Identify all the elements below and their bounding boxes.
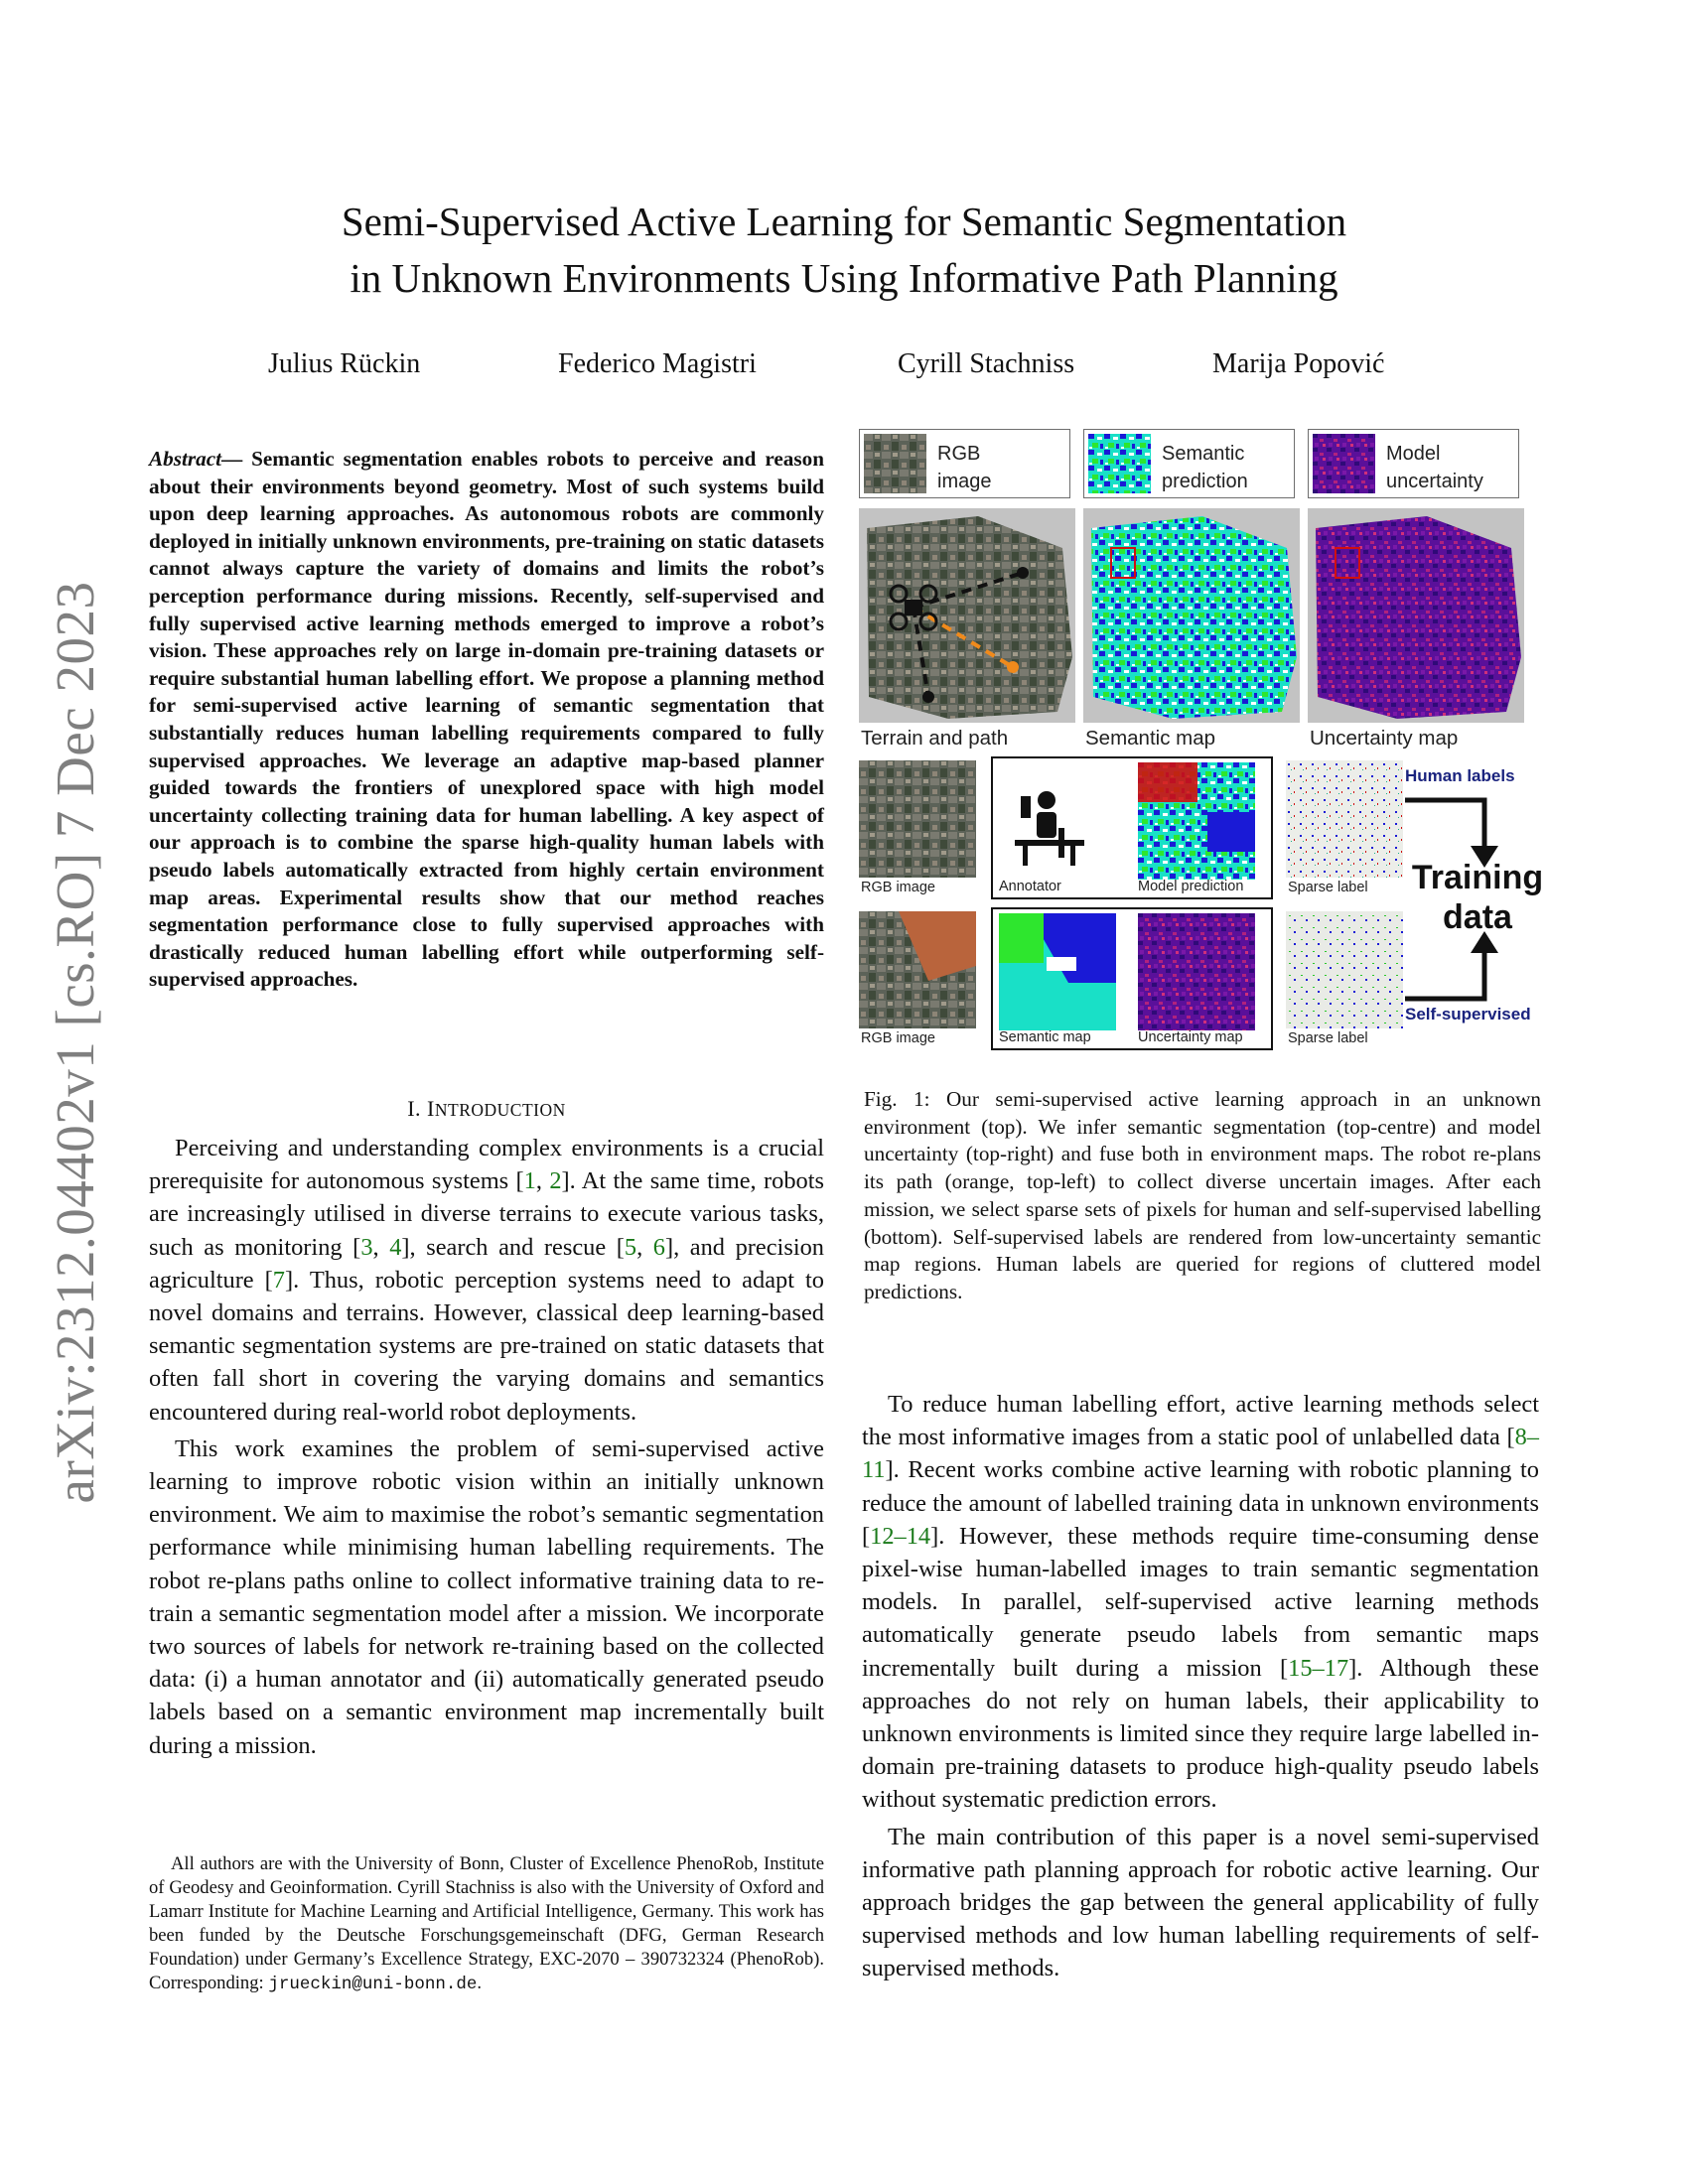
legend-rgb-line1: RGB [937,443,981,465]
label-sparse-bottom: Sparse label [1288,1030,1368,1046]
rgb-thumbnail [864,434,926,493]
text-run: To reduce human labelling effort, active learning methods select the most informative images from a static pool of unlabelled data [ [862,1391,1539,1451]
text-run: ]. However, these methods require time-consuming dense pixel-wise human-labelled images to train semantic segmentation models. In parallel, self-supervised active learning methods automatically generate pseudo labels from semantic maps incrementally built during a mission [ [862,1522,1539,1682]
training-line-2: data [1443,898,1512,936]
label-annotator: Annotator [999,879,1061,894]
arxiv-identifier: arXiv:2312.04402v1 [cs.RO] 7 Dec 2023 [45,581,105,1504]
legend-semantic [1083,429,1295,498]
footnote-text: All authors are with the University of Bonn, Cluster of Excellence PhenoRob, Institute of Geodesy and Geoinformation. Cyrill Stachniss is also with the University of Oxford and Lamarr Institute for Machine Learning and Artificial Intelligence, Germany. This work has been funded by the Deutsche Forschungsgemeinschaft (DFG, German Research Foundation) under Germany’s Excellence Strategy, EXC-2070 – 390732324 (PhenoRob). Corresponding: [149,1853,824,1993]
citation-link[interactable]: 12–14 [870,1522,931,1550]
text-run: ]. At the same time, robots are increasingly utilised in diverse terrains to execute various tasks, such as monitoring [ [149,1167,824,1261]
semantic-thumbnail [1088,434,1151,493]
email-link[interactable]: jrueckin@uni-bonn.de [268,1975,478,1994]
section-title-rest: NTRODUCTION [434,1100,566,1120]
rgb-image-bottom [859,911,976,1028]
model-prediction-image [1138,762,1255,880]
citation-link[interactable]: 7 [272,1266,285,1294]
text-run: Perceiving and understanding complex environments is a crucial prerequisite for autonomous systems [ [149,1135,824,1195]
abstract-lead: Abstract [149,447,221,471]
label-uncertainty-map: Uncertainty map [1310,727,1459,750]
figure-1 [859,429,1549,1064]
legend-uncertainty-line2: uncertainty [1386,471,1483,492]
sparse-label-bottom [1286,911,1403,1028]
author-list [0,348,1688,388]
section-heading-introduction [149,1096,824,1122]
citation-link[interactable]: 5 [624,1233,637,1261]
text-run: ]. Although these approaches do not rely on human labels, their applicability to unknown environments is limited since they require large labelled in-domain pre-training datasets to produce high-quality pseudo labels without systematic prediction errors. [862,1654,1539,1814]
right-paragraph-2: The main contribution of this paper is a novel semi-supervised informative path planning approach for robotic active learning. Our approach bridges the gap between the general applicability of fully supervised methods and low human labelling requirements of self-supervised methods. [862,1823,1539,1982]
uncertainty-map-crop [1138,913,1255,1030]
label-model-prediction: Model prediction [1138,879,1244,894]
training-line-1: Training [1411,859,1544,896]
introduction-body [149,1132,824,1766]
citation-link[interactable]: 1 [523,1167,536,1195]
label-rgb-image-top: RGB image [861,880,935,895]
citation-link[interactable]: 4 [389,1233,402,1261]
author-1: Julius Rückin [268,348,421,379]
legend-uncertainty [1308,429,1519,498]
citation-link[interactable]: 2 [549,1167,562,1195]
text-run: ]. Thus, robotic perception systems need to adapt to novel domains and terrains. However, classical deep learning-based semantic segmentation systems are pre-trained on static datasets that often fall short in covering the varying domains and semantics encountered during real-world robot deployments. [149,1266,824,1426]
footnote-end: . [477,1973,483,1993]
paper-title [199,194,1489,307]
human-labels-label: Human labels [1405,766,1515,785]
text-run: , [535,1167,550,1195]
abstract-text: — Semantic segmentation enables robots to perceive and reason about their environments beyond geometry. Most of such systems build upon deep learning approaches. As autonomous robots are commonly deployed in initially unknown environments, pre-training on static datasets cannot always capture the variety of domains and limits the robot’s perception performance during missions. Recently, self-supervised and fully supervised active learning methods emerged to improve a robot’s vision. These approaches rely on large in-domain pre-training datasets or require substantial human labelling effort. We propose a planning method for semi-supervised active learning of semantic segmentation that substantially reduces human labelling requirements compared to fully supervised approaches. We leverage an adaptive map-based planner guided towards the frontiers of unexplored space with high model uncertainty collecting training data for human labelling. A key aspect of our approach is to combine the sparse high-quality human labels with pseudo labels automatically extracted from highly certain environment map areas. Experimental results show that our method reaches segmentation performance close to fully supervised approaches with drastically reduced human labelling effort while outperforming self-supervised approaches. [149,447,824,992]
text-run: ], search and rescue [ [401,1233,625,1261]
rgb-image-top [859,760,976,878]
citation-link[interactable]: 6 [652,1233,665,1261]
legend-rgb-line2: image [937,471,992,492]
terrain-map [859,508,1075,723]
intro-paragraph-1 [149,1132,824,1429]
training-data-label [1403,858,1552,937]
citation-link[interactable]: 8–11 [862,1424,1539,1484]
section-first-letter: I [427,1096,435,1121]
citation-link[interactable]: 15–17 [1288,1654,1349,1682]
figure-caption: Fig. 1: Our semi-supervised active learning approach in an unknown environment (top). We infer semantic segmentation (top-centre) and model uncertainty (top-right) and fuse both in environment maps. The robot re-plans its path (orange, top-left) to collect diverse uncertain images. After each mission, we select sparse sets of pixels for human and self-supervised labelling (bottom). Self-supervised labels are rendered from low-uncertainty semantic map regions. Human labels are queried for regions of cluttered model predictions. [864,1087,1541,1303]
human-annotation-box [991,756,1273,899]
annotator-icon [1015,788,1094,868]
intro-paragraph-2: This work examines the problem of semi-supervised active learning to improve robotic vision within an initially unknown environment. We aim to maximise the robot’s semantic segmentation performance while minimising human labelling requirements. The robot re-plans paths online to collect informative training data to re-train a semantic segmentation model after a mission. We incorporate two sources of labels for network re-training based on the collected data: (i) a human annotator and (ii) automatically generated pseudo labels based on a semantic environment map incrementally built during a mission. [149,1434,824,1759]
uncertainty-thumbnail [1313,434,1375,493]
label-uncertainty-map-crop: Uncertainty map [1138,1029,1243,1045]
label-semantic-map-crop: Semantic map [999,1029,1091,1045]
author-4: Marija Popović [1212,348,1385,379]
self-supervised-label: Self-supervised [1405,1005,1531,1024]
section-number: I. [407,1096,422,1121]
label-terrain-and-path: Terrain and path [861,727,1009,750]
semantic-map [1083,508,1300,723]
affiliation-footnote [149,1852,824,1996]
uncertainty-map [1308,508,1524,723]
text-run: ]. Recent works combine active learning with robotic planning to reduce the amount of labelled training data in unknown environments [ [862,1456,1539,1550]
abstract [149,446,824,994]
right-paragraph-1 [862,1388,1539,1817]
label-semantic-map: Semantic map [1085,727,1216,750]
legend-rgb [859,429,1070,498]
citation-link[interactable]: 3 [360,1233,373,1261]
text-run: , [636,1233,653,1261]
self-supervised-box [991,907,1273,1050]
label-sparse-top: Sparse label [1288,880,1368,895]
title-line-2: in Unknown Environments Using Informative Path Planning [350,255,1338,301]
label-rgb-image-bottom: RGB image [861,1030,935,1046]
legend-uncertainty-line1: Model [1386,443,1441,465]
title-line-1: Semi-Supervised Active Learning for Semantic Segmentation [341,199,1347,244]
semantic-map-crop [999,913,1116,1030]
right-column-body [862,1388,1539,1989]
text-run: , [372,1233,390,1261]
sparse-label-top [1286,760,1403,878]
text-run: ], and precision agriculture [ [149,1233,824,1294]
author-3: Cyrill Stachniss [898,348,1075,379]
author-2: Federico Magistri [558,348,757,379]
legend-semantic-line2: prediction [1162,471,1248,492]
legend-semantic-line1: Semantic [1162,443,1245,465]
